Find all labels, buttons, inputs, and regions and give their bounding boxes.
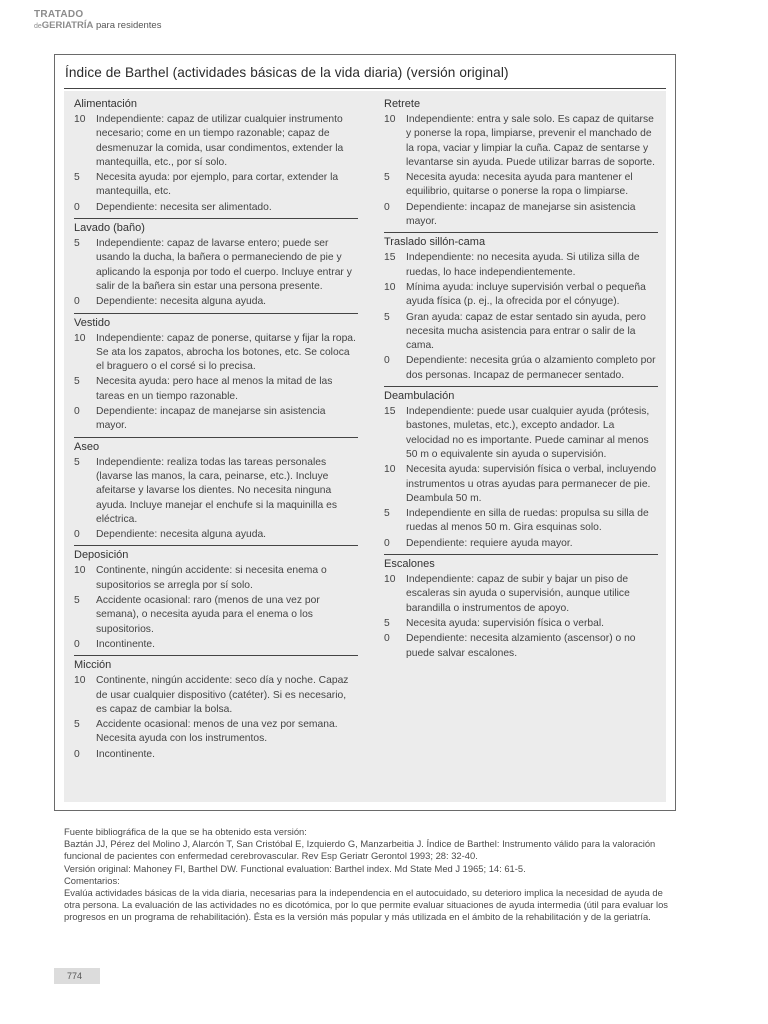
score-description: Necesita ayuda: pero hace al menos la mitad de las tareas en un tiempo razonable.: [96, 376, 333, 402]
table-section: [384, 232, 658, 383]
right-column: [384, 97, 658, 661]
source-notes: [64, 826, 668, 924]
score-description: Independiente en silla de ruedas: propulsa su silla de ruedas al menos 50 m. Gira esquinas solo.: [406, 508, 649, 534]
running-header: [34, 10, 161, 31]
comments-text: Evalúa actividades básicas de la vida diaria, necesarias para la independencia en el autocuidado, su deterioro implica la necesidad de ayuda de otra persona. La evaluación de las actividades no es dicotómica, por lo que permite evaluar situaciones de ayuda intermedia (útil para evaluar los progresos en un programa de rehabilitación). Ésta es la versión más popular y más utilizada en el ámbito de la rehabilitación y de la geriatría.: [64, 887, 668, 923]
table-title: Índice de Barthel (actividades básicas de la vida diaria) (versión original): [65, 65, 509, 80]
score-description: Independiente: no necesita ayuda. Si utiliza silla de ruedas, lo hace independientemente.: [406, 252, 640, 278]
score-item: [74, 564, 358, 593]
score-item: [74, 594, 358, 637]
score-value: 5: [384, 617, 390, 629]
score-value: 10: [74, 565, 86, 577]
score-item: [384, 251, 658, 280]
score-item: [74, 237, 358, 294]
barthel-table-box: [54, 54, 676, 811]
score-description: Necesita ayuda: por ejemplo, para cortar, extender la mantequilla, etc.: [96, 172, 339, 198]
score-value: 10: [74, 332, 86, 344]
score-item: [384, 537, 658, 551]
score-description: Incontinente.: [96, 638, 155, 650]
section-title: Lavado (baño): [74, 222, 145, 235]
score-value: 0: [74, 406, 80, 418]
score-item: [74, 375, 358, 404]
score-description: Independiente: puede usar cualquier ayuda (prótesis, bastones, muletas, etc.), excepto andador. La velocidad no es importante. Puede caminar al menos 50 m o equivalente sin ayuda o supervisión.: [406, 406, 650, 460]
score-item: [384, 354, 658, 383]
score-value: 5: [74, 172, 80, 184]
score-item: [74, 295, 358, 309]
score-description: Incontinente.: [96, 748, 155, 760]
score-value: 0: [384, 537, 390, 549]
score-value: 10: [384, 114, 396, 125]
score-value: 5: [74, 376, 80, 388]
score-item: [384, 201, 658, 230]
score-item: [384, 617, 658, 631]
score-value: 10: [384, 281, 396, 293]
score-description: Dependiente: incapaz de manejarse sin asistencia mayor.: [406, 201, 636, 228]
table-section: [74, 655, 358, 762]
score-item: [384, 507, 658, 536]
score-value: 0: [74, 638, 80, 650]
left-column: [74, 97, 358, 762]
score-description: Dependiente: necesita ser alimentado.: [96, 201, 272, 213]
score-value: 5: [384, 311, 390, 323]
score-description: Independiente: capaz de lavarse entero; puede ser usando la ducha, la bañera o permaneciendo de pie y aplicando la esponja por todo el cuerpo. Incluye entrar y salir de la bañera sin estar una persona presente.: [96, 238, 352, 292]
table-section: [384, 386, 658, 551]
score-value: 5: [384, 508, 390, 520]
score-description: Dependiente: necesita alguna ayuda.: [96, 529, 267, 541]
title-divider: [64, 88, 666, 89]
score-description: Independiente: capaz de utilizar cualquier instrumento necesario; come en un tiempo razonable; capaz de desmenuzar la comida, usar condimentos, extender la mantequilla, etc., por sí solo.: [96, 114, 344, 168]
score-value: 10: [74, 114, 86, 125]
score-item: [384, 405, 658, 462]
score-item: [384, 463, 658, 506]
score-description: Accidente ocasional: raro (menos de una vez por semana), o necesita ayuda para el enema o los supositorios.: [96, 595, 320, 635]
section-title: Micción: [74, 659, 112, 672]
score-description: Accidente ocasional: menos de una vez por semana. Necesita ayuda con los instrumentos.: [96, 719, 338, 745]
score-value: 10: [384, 574, 396, 586]
comments-heading: Comentarios:: [64, 874, 120, 886]
score-description: Gran ayuda: capaz de estar sentado sin ayuda, pero necesita mucha asistencia para entrar o salir de la cama.: [406, 311, 646, 352]
score-value: 5: [384, 172, 390, 184]
score-item: [74, 674, 358, 717]
score-description: Mínima ayuda: incluye supervisión verbal o pequeña ayuda física (p. ej., la ofrecida por el cónyuge).: [406, 281, 646, 308]
book-subtitle-para: para residentes: [93, 20, 162, 31]
score-description: Independiente: entra y sale solo. Es capaz de quitarse y ponerse la ropa, limpiarse, prevenir el manchado de la ropa, vaciar y limpiar la cuña. Capaz de sentarse y levantarse sin ayuda. Puede utilizar barras de soporte.: [406, 114, 655, 168]
page-number: 774: [54, 968, 100, 984]
score-value: 0: [74, 201, 80, 213]
score-item: [384, 311, 658, 354]
score-value: 10: [384, 464, 396, 476]
score-value: 0: [74, 748, 80, 760]
section-title: Vestido: [74, 316, 111, 329]
score-description: Dependiente: necesita alzamiento (ascensor) o no puede salvar escalones.: [406, 633, 636, 659]
score-description: Independiente: realiza todas las tareas personales (lavarse las manos, la cara, peinarse, etc.). Incluye afeitarse y lavarse los dientes. No necesita ninguna ayuda. Incluye manejar el enchufe si la maquinilla es eléctrica.: [96, 456, 337, 525]
score-value: 5: [74, 595, 80, 607]
score-description: Necesita ayuda: supervisión física o verbal, incluyendo instrumentos u otras ayudas para permanecer de pie. Deambula 50 m.: [406, 464, 657, 504]
section-title: Escalones: [384, 558, 435, 571]
score-description: Independiente: capaz de ponerse, quitarse y fijar la ropa. Se ata los zapatos, abrocha los botones, etc. Se coloca el braguero o el corsé si lo precisa.: [96, 332, 356, 373]
section-title: Retrete: [384, 98, 421, 110]
score-item: [74, 528, 358, 542]
score-value: 15: [384, 406, 396, 418]
original-version-citation: Versión original: Mahoney FI, Barthel DW. Functional evaluation: Barthel index. Md State Med J 1965; 14: 61-5.: [64, 862, 526, 874]
score-item: [74, 332, 358, 375]
score-item: [74, 748, 358, 762]
table-section: [384, 554, 658, 661]
score-description: Necesita ayuda: supervisión física o verbal.: [406, 617, 605, 629]
section-title: Deposición: [74, 549, 129, 562]
section-title: Alimentación: [74, 98, 137, 110]
source-citation: Baztán JJ, Pérez del Molino J, Alarcón T, San Cristóbal E, Izquierdo G, Manzarbeitia J. Índice de Barthel: Instrumento válido para la valoración funcional de pacientes con enfermedad cerebrovascular. Rev Esp Geriatr Gerontol 1993; 28: 32-40.: [64, 838, 656, 862]
score-description: Continente, ningún accidente: si necesita enema o supositorios se arregla por sí solo.: [96, 565, 327, 591]
score-item: [74, 718, 358, 747]
table-section: [74, 545, 358, 652]
score-item: [384, 573, 658, 616]
score-value: 0: [74, 296, 80, 308]
score-item: [74, 171, 358, 200]
table-section: [74, 313, 358, 434]
score-item: [74, 113, 358, 170]
table-section: [74, 218, 358, 309]
score-item: [384, 632, 658, 661]
score-value: 5: [74, 456, 80, 468]
score-value: 10: [74, 675, 86, 687]
score-value: 0: [384, 355, 390, 367]
score-description: Dependiente: incapaz de manejarse sin asistencia mayor.: [96, 406, 326, 432]
table-section: [74, 97, 358, 215]
score-description: Dependiente: requiere ayuda mayor.: [406, 537, 573, 549]
section-title: Aseo: [74, 440, 100, 453]
section-title: Deambulación: [384, 390, 455, 403]
score-item: [74, 201, 358, 215]
score-item: [74, 638, 358, 652]
source-heading: Fuente bibliográfica de la que se ha obtenido esta versión:: [64, 826, 307, 837]
book-title: TRATADO: [34, 9, 84, 20]
table-section: [384, 97, 658, 229]
score-description: Continente, ningún accidente: seco día y noche. Capaz de usar cualquier dispositivo (catéter). Si es necesario, es capaz de cambiar la bolsa.: [96, 675, 349, 715]
table-body: [64, 91, 666, 802]
score-description: Dependiente: necesita grúa o alzamiento completo por dos personas. Incapaz de permanecer sentado.: [406, 355, 656, 381]
score-item: [384, 281, 658, 310]
score-value: 0: [74, 529, 80, 541]
book-subtitle-de: de: [34, 23, 42, 30]
table-section: [74, 437, 358, 543]
score-description: Independiente: capaz de subir y bajar un piso de escaleras sin ayuda o supervisión, aunque utilice barandilla o instrumentos de apoyo.: [406, 574, 630, 614]
score-item: [74, 405, 358, 434]
score-item: [74, 456, 358, 527]
score-description: Necesita ayuda: necesita ayuda para mantener el equilibrio, quitarse o ponerse la ropa o limpiarse.: [406, 172, 633, 198]
score-item: [384, 113, 658, 170]
book-subtitle-geriatria: GERIATRÍA: [41, 20, 94, 31]
score-value: 0: [384, 201, 390, 213]
score-item: [384, 171, 658, 200]
score-value: 15: [384, 252, 396, 264]
score-value: 0: [384, 633, 390, 645]
score-value: 5: [74, 719, 80, 731]
section-title: Traslado sillón-cama: [384, 236, 486, 249]
book-subtitle: [34, 21, 161, 31]
score-value: 5: [74, 238, 80, 250]
score-description: Dependiente: necesita alguna ayuda.: [96, 296, 267, 308]
